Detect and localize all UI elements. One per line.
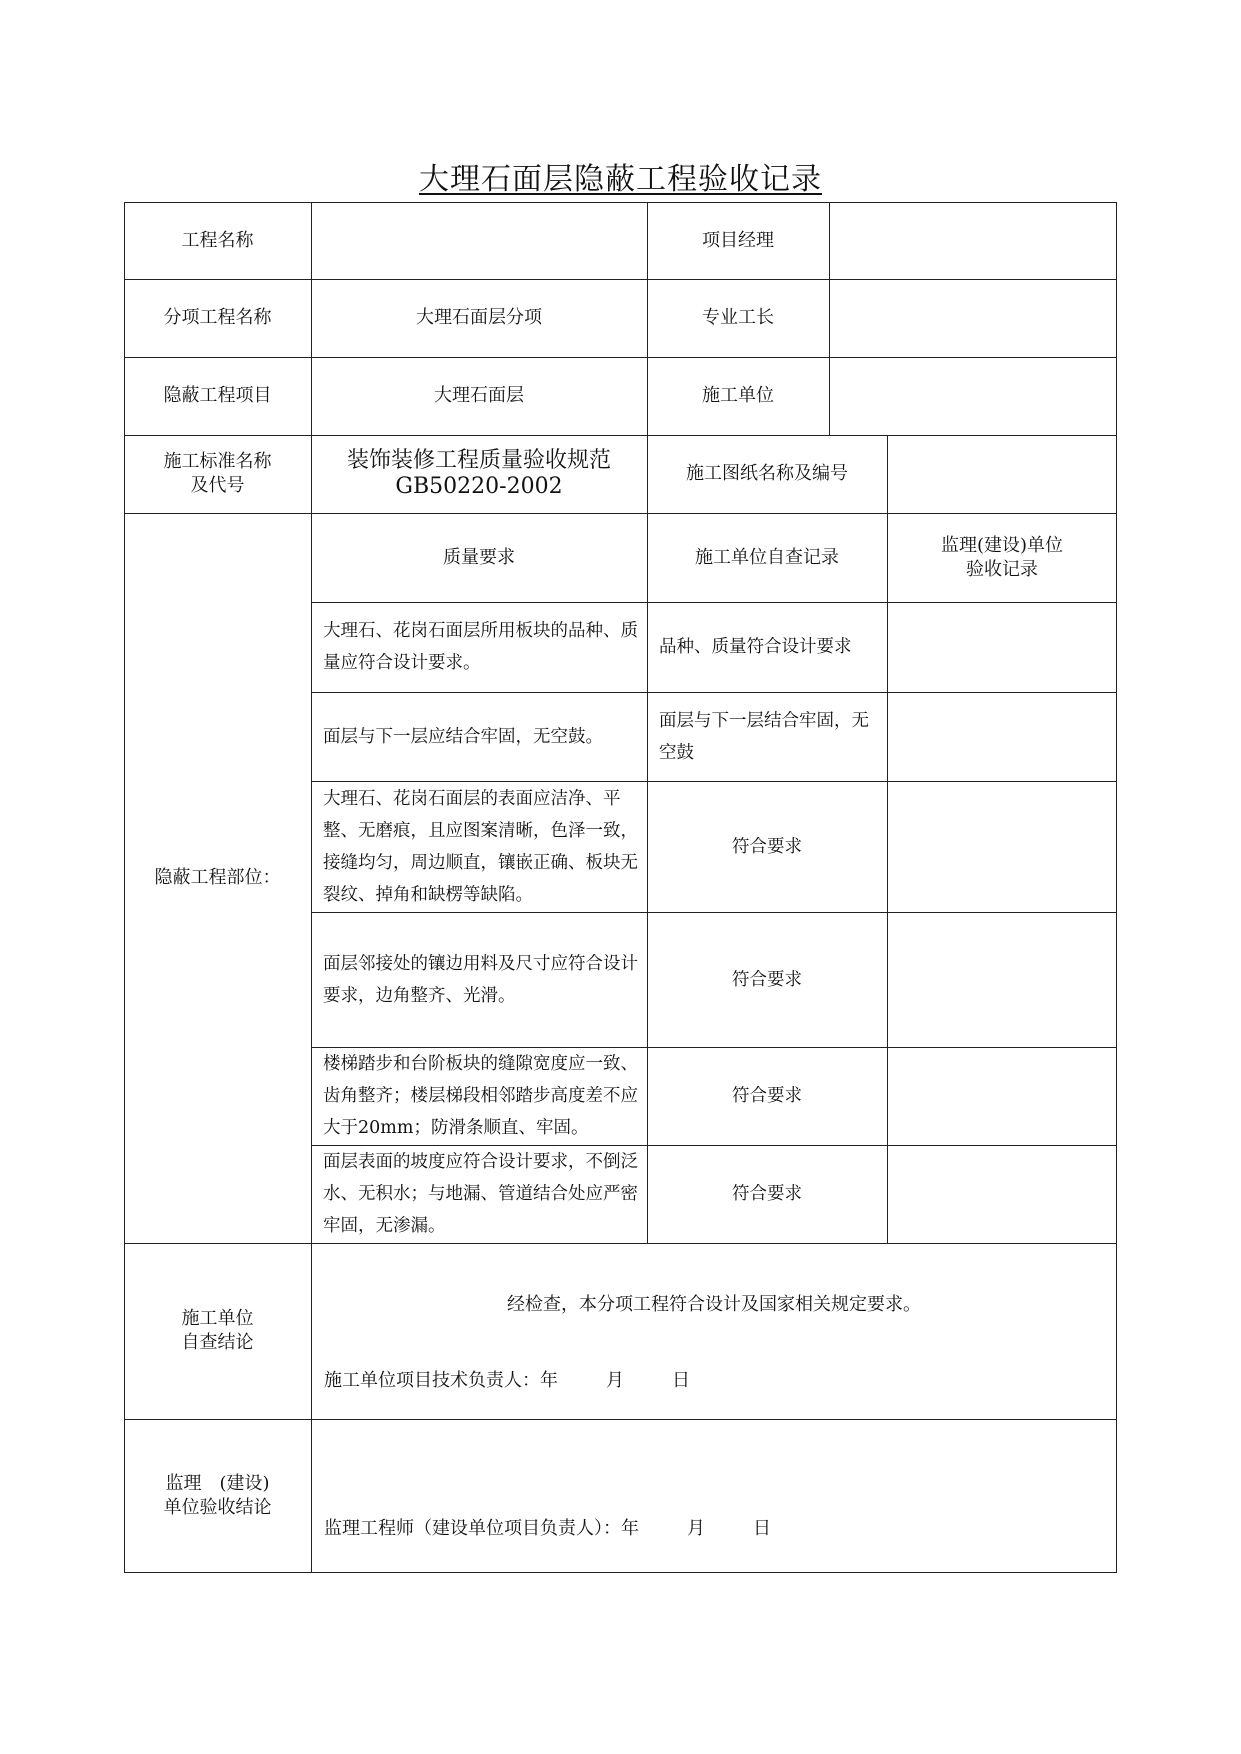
drawing-label: 施工图纸名称及编号 [686, 463, 848, 484]
self-signer-text: 施工单位项目技术负责人：年 [324, 1370, 558, 1391]
project-name-field[interactable] [311, 202, 647, 279]
standard-label-line1: 施工标准名称 [163, 451, 272, 472]
self-conclusion-label-line1: 施工单位 [181, 1308, 254, 1329]
hidden-part-label: 隐蔽工程部位： [154, 867, 281, 888]
supervision-conclusion-label-line2: 单位验收结论 [163, 1497, 272, 1518]
self-check-cell[interactable]: 符合要求 [732, 1086, 802, 1106]
self-check-cell[interactable]: 品种、质量符合设计要求 [659, 637, 852, 657]
drawing-field[interactable] [887, 435, 1117, 513]
supervision-cell[interactable] [887, 1047, 1117, 1145]
subitem-name-label: 分项工程名称 [163, 307, 272, 328]
project-name-label: 工程名称 [181, 229, 254, 251]
foreman-label: 专业工长 [702, 307, 774, 328]
col-requirement-header: 质量要求 [443, 546, 515, 568]
supervision-conclusion-signer [311, 1514, 1117, 1544]
project-manager-label: 项目经理 [702, 229, 774, 251]
col-supervision-header-line2: 验收记录 [966, 558, 1038, 580]
self-day: 日 [672, 1370, 690, 1391]
self-month: 月 [606, 1370, 624, 1391]
contractor-label: 施工单位 [702, 385, 774, 406]
standard-field[interactable] [311, 435, 647, 513]
self-check-cell[interactable]: 面层与下一层结合牢固，无空鼓 [659, 710, 869, 763]
requirement-cell: 面层表面的坡度应符合设计要求，不倒泛水、无积水；与地漏、管道结合处应严密牢固，无渗漏。 [323, 1152, 638, 1236]
requirement-cell: 面层邻接处的镶边用料及尺寸应符合设计要求，边角整齐、光滑。 [323, 953, 638, 1006]
col-supervision-header [887, 513, 1117, 602]
supervision-cell[interactable] [887, 1145, 1117, 1243]
subitem-name-field[interactable]: 大理石面层分项 [416, 307, 542, 328]
self-check-cell[interactable]: 符合要求 [732, 1184, 802, 1204]
foreman-field[interactable] [829, 279, 1117, 357]
self-conclusion-text: 经检查，本分项工程符合设计及国家相关规定要求。 [507, 1294, 921, 1315]
document-title: 大理石面层隐蔽工程验收记录 [419, 162, 822, 197]
hidden-item-field[interactable]: 大理石面层 [434, 385, 524, 406]
requirement-cell: 大理石、花岗石面层所用板块的品种、质量应符合设计要求。 [323, 621, 638, 673]
standard-code: GB50220-2002 [395, 474, 563, 499]
self-conclusion-label [124, 1243, 311, 1419]
requirement-cell: 大理石、花岗石面层的表面应洁净、平整、无磨痕，且应图案清晰，色泽一致，接缝均匀，周边顺直，镶嵌正确、板块无裂纹、掉角和缺楞等缺陷。 [323, 788, 638, 905]
self-check-cell[interactable]: 符合要求 [732, 969, 802, 990]
standard-label-line2: 及代号 [190, 475, 245, 496]
supervision-conclusion-label [124, 1419, 311, 1573]
standard-label [124, 435, 311, 513]
supervision-cell[interactable] [887, 912, 1117, 1047]
standard-name: 装饰装修工程质量验收规范 [346, 448, 611, 473]
project-manager-field[interactable] [829, 202, 1117, 279]
self-conclusion-label-line2: 自查结论 [181, 1332, 254, 1353]
supervision-conclusion-label-line1: 监理 (建设) [165, 1473, 270, 1494]
supervision-cell[interactable] [887, 692, 1117, 781]
requirement-cell: 面层与下一层应结合牢固，无空鼓。 [323, 726, 603, 747]
self-check-cell[interactable]: 符合要求 [732, 836, 802, 857]
supervision-month: 月 [687, 1518, 705, 1539]
col-supervision-header-line1: 监理(建设)单位 [940, 534, 1064, 556]
supervision-cell[interactable] [887, 602, 1117, 692]
col-self-check-header: 施工单位自查记录 [695, 546, 839, 568]
hidden-item-label: 隐蔽工程项目 [163, 385, 272, 406]
supervision-cell[interactable] [887, 781, 1117, 912]
requirement-cell: 楼梯踏步和台阶板块的缝隙宽度应一致、齿角整齐；楼层梯段相邻踏步高度差不应大于20mm；防滑条顺直、牢固。 [323, 1054, 638, 1138]
contractor-field[interactable] [829, 357, 1117, 435]
self-conclusion-signer [311, 1366, 1117, 1396]
supervision-day: 日 [753, 1518, 771, 1539]
supervision-signer-text: 监理工程师（建设单位项目负责人）：年 [324, 1518, 639, 1539]
